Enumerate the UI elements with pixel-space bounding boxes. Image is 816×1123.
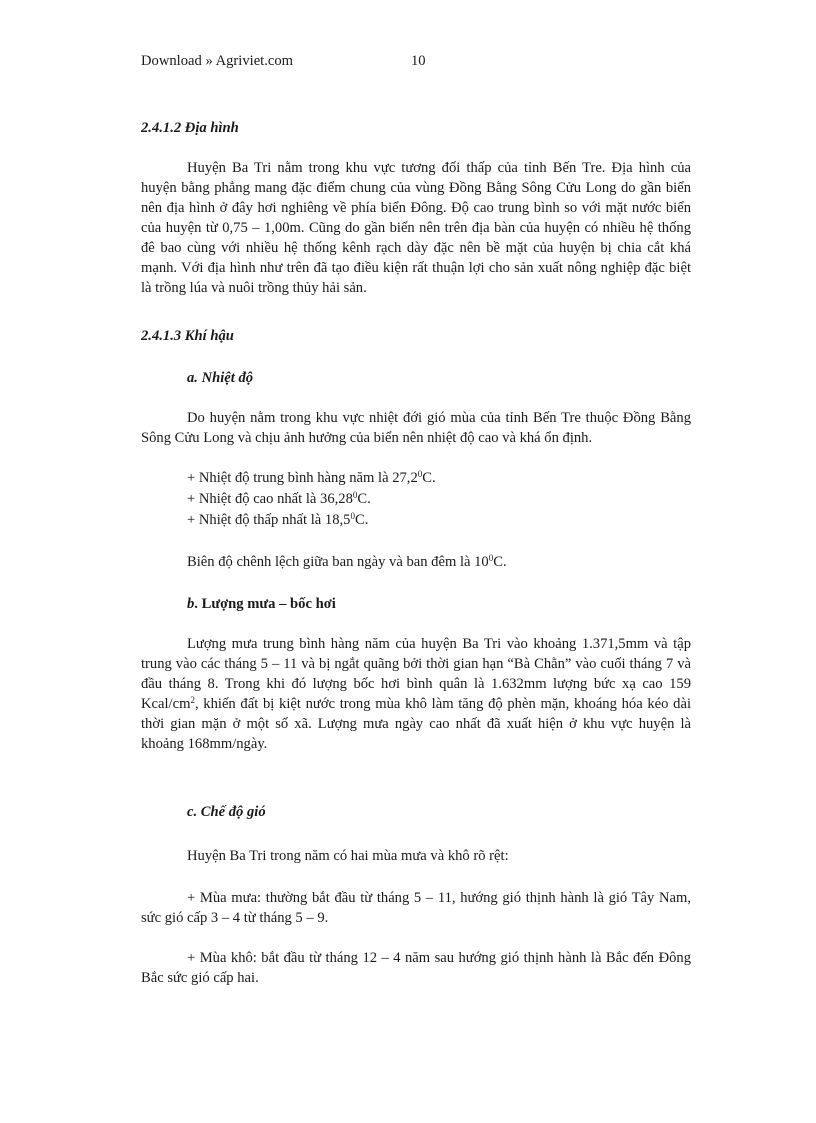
paragraph-luong-mua: Lượng mưa trung bình hàng năm của huyện Ba Tri vào khoảng 1.371,5mm và tập trung vào các tháng 5 – 11 và bị ngắt quãng bởi thời gian hạn “Bà Chằn” vào cuối tháng 7 và đầu tháng 8. Trong khi đó lượng bốc hơi bình quân là 1.632mm lượng bức xạ cao 159 Kcal/$cm^2$, khiến đất bị kiệt nước trong mùa khô làm tăng độ phèn mặn, khoáng hóa kéo dài thời gian mặn ở một số xã. Lượng mưa ngày cao nhất đã xuất hiện ở khu vực huyện là khoảng 168mm/ngày. bbox=[141, 636, 691, 752]
paragraph-gio-intro: Huyện Ba Tri trong năm có hai mùa mưa và khô rõ rệt: bbox=[187, 848, 509, 864]
temp-average: + Nhiệt độ trung bình hàng năm là 27,2$^0$C. bbox=[187, 469, 436, 486]
heading-che-do-gio: c. Chế độ gió bbox=[187, 804, 266, 820]
heading-nhiet-do: a. Nhiệt độ bbox=[187, 370, 254, 386]
heading-luong-mua: b. Lượng mưa – bốc hơi bbox=[187, 596, 336, 612]
page-header bbox=[141, 51, 691, 71]
temp-min: + Nhiệt độ thấp nhất là 18,5$^0$C. bbox=[187, 511, 369, 528]
paragraph-nhiet-do: Do huyện nằm trong khu vực nhiệt đới gió mùa của tỉnh Bến Tre thuộc Đồng Bằng Sông Cửu Long và chịu ảnh hưởng của biển nên nhiệt độ cao và khá ổn định. bbox=[141, 410, 691, 446]
temp-max: + Nhiệt độ cao nhất là 36,28$^0$C. bbox=[187, 490, 371, 507]
paragraph-mua-kho: + Mùa khô: bắt đầu từ tháng 12 – 4 năm sau hướng gió thịnh hành là Bắc đến Đông Bắc sức gió cấp hai. bbox=[141, 950, 691, 986]
header-site: Download » Agriviet.com bbox=[141, 53, 293, 69]
heading-dia-hinh: 2.4.1.2 Địa hình bbox=[141, 120, 239, 136]
paragraph-dia-hinh: Huyện Ba Tri nằm trong khu vực tương đối thấp của tỉnh Bến Tre. Địa hình của huyện bằng phẳng mang đặc điểm chung của vùng Đồng Bằng Sông Cửu Long do gần biển nên địa hình ở đây hơi nghiêng về phía biển Đông. Độ cao trung bình so với mặt nước biển của huyện từ 0,75 – 1,00m. Cũng do gần biển nên trên địa bàn của huyện có nhiều hệ thống đê bao cùng với nhiều hệ thống kênh rạch dày đặc nên bề mặt của huyện bị chia cắt khá mạnh. Với địa hình như trên đã tạo điều kiện rất thuận lợi cho sản xuất nông nghiệp đặc biệt là trồng lúa và nuôi trồng thủy hải sản. bbox=[141, 160, 691, 296]
page-number: 10 bbox=[411, 53, 426, 69]
heading-khi-hau: 2.4.1.3 Khí hậu bbox=[141, 328, 234, 344]
temp-amplitude: Biên độ chênh lệch giữa ban ngày và ban đêm là $10^0C$. bbox=[187, 553, 507, 570]
paragraph-mua-mua: + Mùa mưa: thường bắt đầu từ tháng 5 – 11, hướng gió thịnh hành là gió Tây Nam, sức gió cấp 3 – 4 từ tháng 5 – 9. bbox=[141, 890, 691, 926]
